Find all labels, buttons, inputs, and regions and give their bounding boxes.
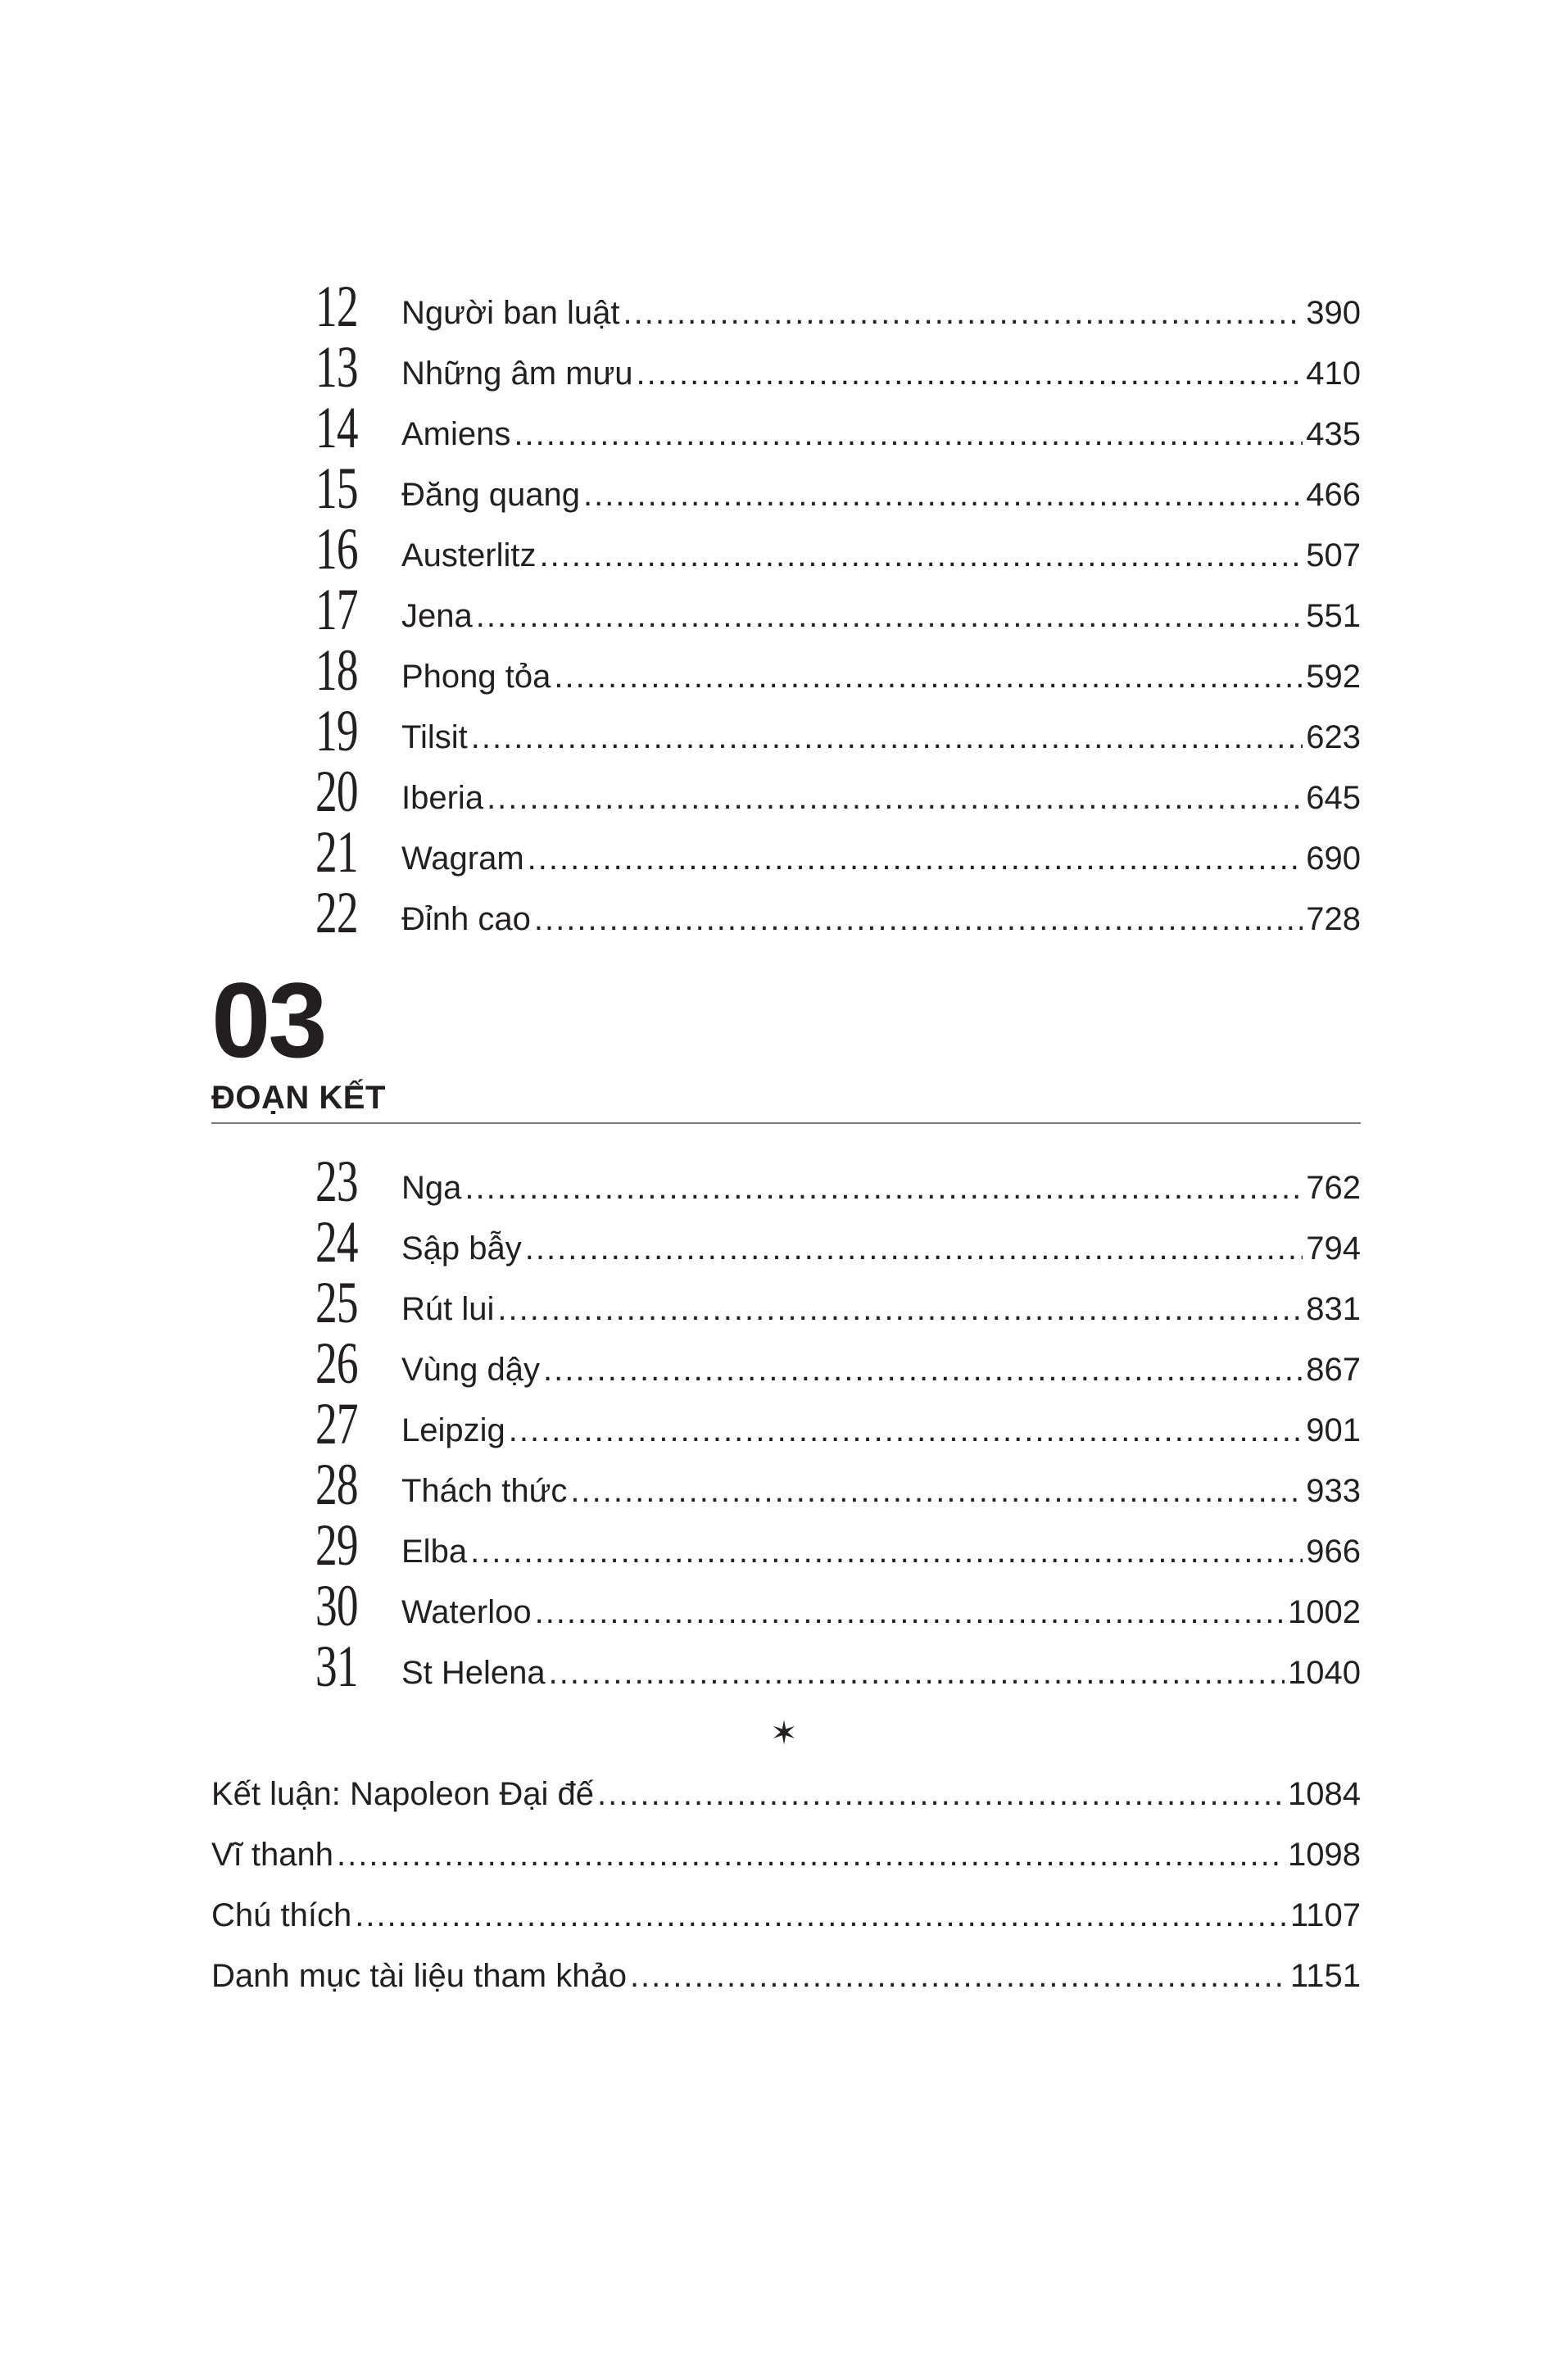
dot-leader [487,778,1303,818]
chapter-number: 24 [315,1209,358,1275]
chapter-number: 27 [315,1391,358,1457]
dot-leader [525,1229,1303,1268]
chapter-number: 14 [315,395,358,460]
chapter-title: Phong tỏa [401,659,551,695]
chapter-number: 26 [315,1330,358,1396]
part-heading [211,960,1361,1124]
chapter-title: Đăng quang [401,477,580,513]
chapter-title: Thách thức [401,1473,568,1509]
page-number: 901 [1306,1412,1361,1448]
chapter-number: 30 [315,1573,358,1638]
dot-leader [535,1593,1285,1632]
dot-leader [497,1289,1303,1329]
dot-leader [630,1956,1287,1996]
page-number: 933 [1306,1473,1361,1509]
entry-title: Kết luận: Napoleon Đại đế [211,1776,594,1812]
part-title: ĐOẠN KẾT [211,1080,386,1116]
toc-row-bibliography[interactable] [211,1943,1361,2004]
dot-leader [540,536,1303,575]
back-matter-list [211,1761,1361,2004]
page-number: 435 [1306,416,1361,452]
chapter-number: 18 [315,637,358,703]
toc-row-notes[interactable] [211,1883,1361,1943]
page-number: 794 [1306,1230,1361,1267]
star-ornament-icon: ✶ [770,1715,798,1751]
dot-leader [470,1532,1303,1571]
page-number: 410 [1306,356,1361,392]
toc-row-ch27[interactable] [315,1391,1361,1458]
toc-row-epilogue[interactable] [211,1822,1361,1883]
page-number: 390 [1306,295,1361,331]
dot-leader [528,839,1303,878]
chapter-title: Nga [401,1170,462,1206]
page-number: 1107 [1289,1897,1361,1933]
toc-row-ch31[interactable] [315,1634,1361,1701]
dot-leader [514,415,1303,454]
chapter-title: Những âm mưu [401,356,633,392]
dot-leader [355,1896,1287,1935]
chapter-number: 19 [315,698,358,764]
page-number: 623 [1306,719,1361,755]
toc-row-ch24[interactable] [315,1209,1361,1276]
page-number: 1002 [1288,1594,1361,1630]
chapter-title: Iberia [401,780,484,816]
page-number: 592 [1306,659,1361,695]
chapter-number: 23 [315,1149,358,1214]
chapter-title: Wagram [401,841,524,877]
chapter-number: 22 [315,880,358,945]
page-number: 867 [1306,1352,1361,1388]
chapter-title: Austerlitz [401,537,537,573]
dot-leader [337,1835,1285,1874]
dot-leader [509,1411,1303,1450]
dot-leader [597,1774,1285,1814]
chapter-number: 12 [315,274,358,339]
chapter-number: 20 [315,759,358,824]
part-number: 03 [211,960,325,1080]
page-number: 690 [1306,841,1361,877]
chapter-title: Leipzig [401,1412,505,1448]
dot-leader [476,596,1303,636]
toc-row-ch17[interactable] [315,577,1361,644]
chapter-title: Waterloo [401,1594,532,1630]
page-number: 728 [1306,901,1361,937]
chapter-title: Đỉnh cao [401,901,531,937]
chapter-number: 25 [315,1270,358,1335]
page-number: 831 [1306,1291,1361,1327]
chapter-title: Sập bẫy [401,1230,522,1267]
toc-row-ch30[interactable] [315,1573,1361,1640]
toc-row-ch15[interactable] [315,455,1361,523]
page-number: 762 [1306,1170,1361,1206]
chapter-title: St Helena [401,1655,546,1691]
toc-row-ch20[interactable] [315,759,1361,826]
chapter-title: Vùng dậy [401,1352,541,1388]
page-number: 507 [1306,537,1361,573]
part2-chapter-list [315,274,1361,947]
dot-leader [554,657,1303,696]
chapter-number: 17 [315,577,358,642]
dot-leader [570,1471,1303,1511]
toc-row-ch13[interactable] [315,334,1361,401]
chapter-number: 21 [315,819,358,885]
page-number: 1098 [1288,1837,1361,1873]
dot-leader [471,718,1303,757]
dot-leader [549,1653,1285,1693]
entry-title: Danh mục tài liệu tham khảo [211,1958,627,1994]
chapter-number: 29 [315,1512,358,1578]
chapter-number: 13 [315,334,358,400]
toc-row-ch16[interactable] [315,516,1361,583]
toc-row-ch21[interactable] [315,819,1361,886]
chapter-title: Rút lui [401,1291,495,1327]
chapter-number: 28 [315,1452,358,1517]
page-number: 1084 [1288,1776,1361,1812]
entry-title: Vĩ thanh [211,1837,334,1873]
part3-chapter-list [315,1149,1361,1701]
dot-leader [637,354,1303,393]
page-number: 1040 [1288,1655,1361,1691]
toc-row-ch14[interactable] [315,395,1361,462]
toc-row-ch29[interactable] [315,1512,1361,1579]
entry-title: Chú thích [211,1897,352,1933]
toc-row-ch19[interactable] [315,698,1361,765]
toc-row-ch12[interactable] [315,274,1361,341]
dot-leader [623,293,1303,333]
toc-row-ch25[interactable] [315,1270,1361,1337]
dot-leader [543,1350,1303,1389]
chapter-title: Người ban luật [401,295,620,331]
toc-row-ch18[interactable] [315,637,1361,705]
chapter-title: Jena [401,598,473,634]
chapter-title: Amiens [401,416,511,452]
page-number: 645 [1306,780,1361,816]
chapter-number: 16 [315,516,358,582]
toc-row-ch23[interactable] [315,1149,1361,1216]
chapter-number: 15 [315,455,358,521]
toc-row-conclusion[interactable] [211,1761,1361,1822]
chapter-title: Elba [401,1534,468,1570]
dot-leader [465,1168,1303,1208]
dot-leader [534,900,1303,939]
page-number: 551 [1306,598,1361,634]
page-number: 1151 [1289,1958,1361,1994]
toc-row-ch26[interactable] [315,1330,1361,1398]
chapter-number: 31 [315,1634,358,1699]
part-divider [211,1122,1361,1124]
chapter-title: Tilsit [401,719,468,755]
page-number: 966 [1306,1534,1361,1570]
toc-row-ch22[interactable] [315,880,1361,947]
page-number: 466 [1306,477,1361,513]
toc-row-ch28[interactable] [315,1452,1361,1519]
dot-leader [583,475,1303,514]
